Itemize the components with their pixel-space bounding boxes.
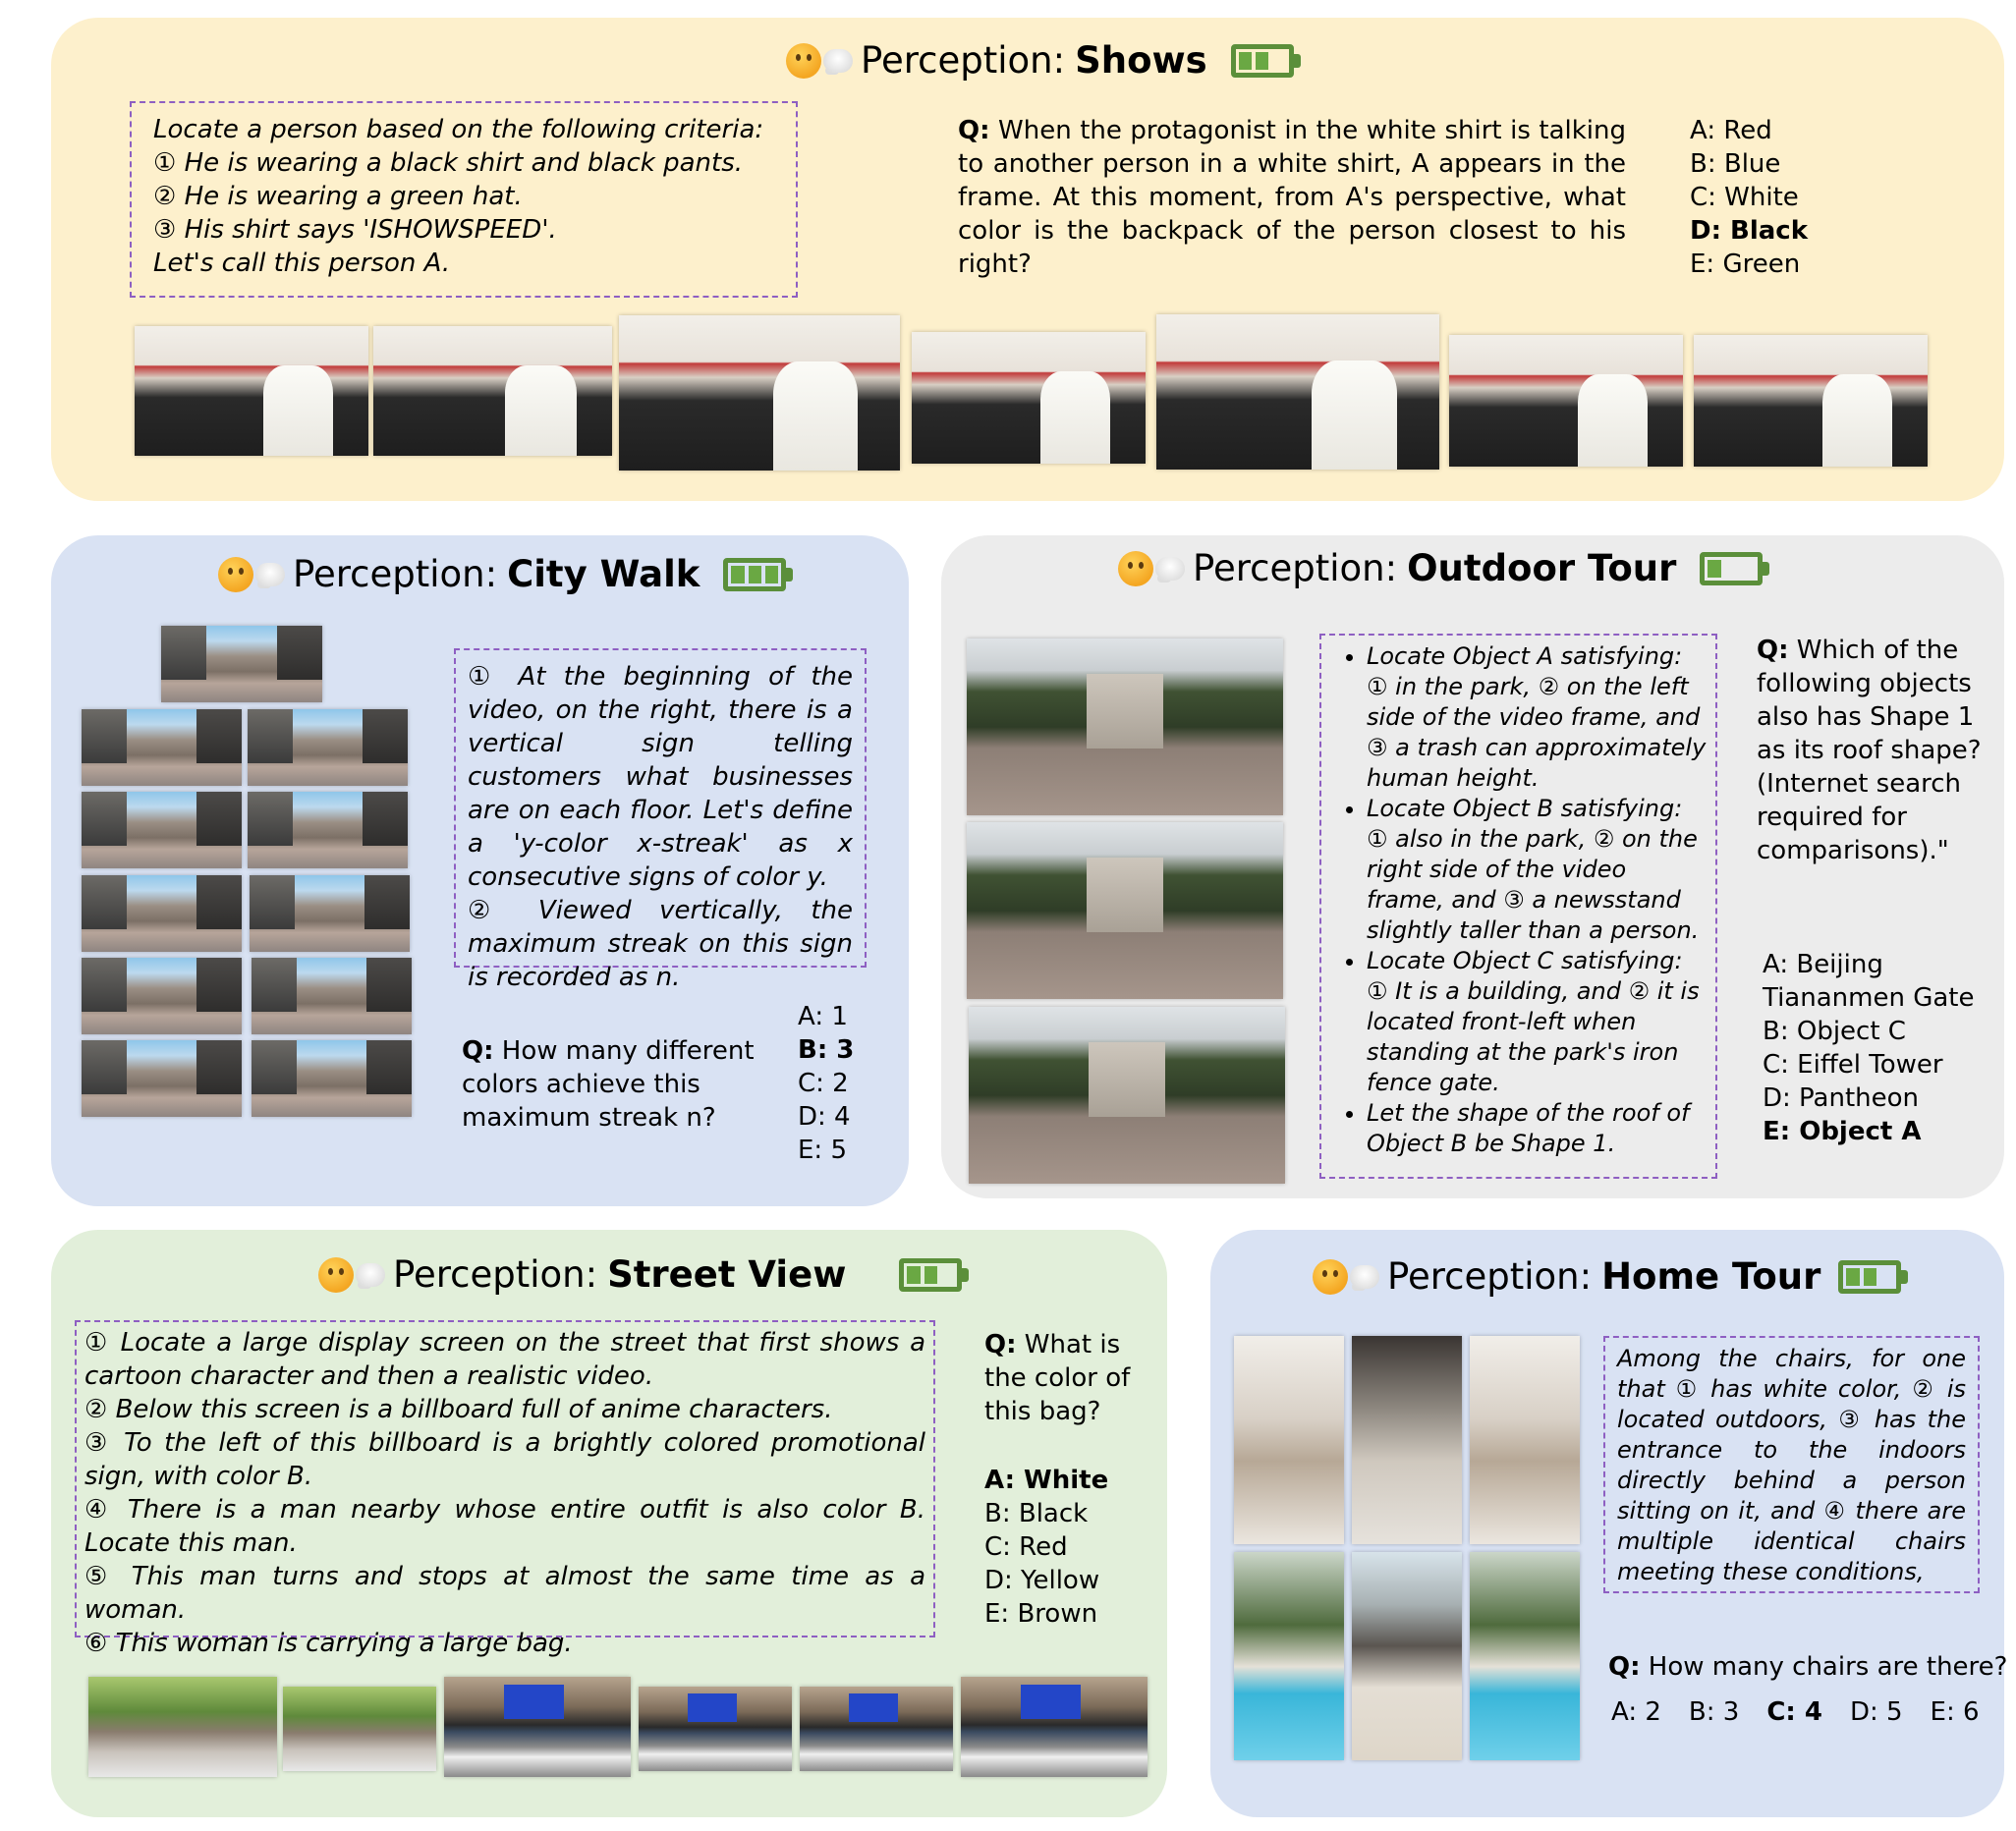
option-c-correct: C: 4	[1766, 1697, 1822, 1727]
context-box	[454, 648, 867, 992]
context-line: ① At the beginning of the video, on the right, there is a vertical sign telling customers what businesses are on each floor. Let's define a 'y-color x-streak' as x consecutive signs of color y.	[468, 662, 853, 892]
option-c: C: White	[1690, 183, 1799, 212]
context-line: ① Locate a large display screen on the street that first shows a cartoon character and then a realistic video.	[84, 1328, 925, 1391]
thought-bubble-icon	[823, 49, 853, 73]
battery-icon	[723, 558, 793, 591]
option-b: B: 3	[1688, 1697, 1740, 1727]
battery-icon	[1231, 44, 1301, 78]
thought-bubble-icon	[356, 1263, 385, 1287]
context-line: Among the chairs, for one that ① has white color, ② is located outdoors, ③ has the entrance to the indoors directly behind a person sitting on it, and ④ there are multiple identical chairs meeting these conditions,	[1617, 1345, 1966, 1585]
category-name: Home Tour	[1601, 1255, 1821, 1298]
option-d: D: 5	[1849, 1697, 1903, 1727]
question-text: When the protagonist in the white shirt is talking to another person in a white shirt, A appears in the frame. At this moment, from A's perspective, what color is the backpack of the person closest to his right?	[958, 116, 1627, 279]
thinking-face-icon	[218, 557, 285, 592]
title-prefix: Perception:	[293, 553, 498, 595]
context-line: ⑥ This woman is carrying a large bag.	[84, 1629, 573, 1658]
question-label: Q:	[958, 116, 990, 145]
option-a: A: 1	[798, 1002, 848, 1031]
video-frame	[619, 315, 900, 471]
thought-bubble-icon	[255, 563, 285, 586]
video-frame	[161, 626, 322, 702]
context-item: • Locate Object C satisfying: ① It is a building, and ② it is located front-left when standing at the park's iron fence gate.	[1367, 946, 1708, 1098]
question-text: How many different colors achieve this maximum streak n?	[462, 1036, 755, 1133]
title-prefix: Perception:	[393, 1253, 598, 1296]
option-b: B: Black	[984, 1499, 1089, 1528]
panel-city-walk	[51, 535, 909, 1206]
video-frame	[82, 792, 242, 868]
option-e-correct: E: Object A	[1763, 1117, 1922, 1146]
video-frame	[912, 332, 1146, 464]
context-box	[1603, 1336, 1980, 1593]
panel-title	[1118, 547, 1769, 589]
context-item: • Locate Object A satisfying: ① in the park, ② on the left side of the video frame, and ③ a trash can approximately human height.	[1367, 641, 1708, 794]
question-label: Q:	[984, 1330, 1017, 1359]
video-frame	[969, 1007, 1285, 1184]
option-e: E: 5	[798, 1136, 847, 1165]
video-frame	[248, 792, 408, 868]
video-frame	[961, 1677, 1148, 1777]
option-e: E: 6	[1930, 1697, 1980, 1727]
option-e: E: Green	[1690, 250, 1801, 279]
video-frame	[82, 958, 242, 1034]
option-a-correct: A: White	[984, 1466, 1109, 1495]
video-frame	[250, 875, 410, 952]
video-frame	[800, 1687, 953, 1771]
video-frame	[1234, 1336, 1344, 1544]
category-name: Street View	[607, 1253, 847, 1296]
category-name: Outdoor Tour	[1407, 547, 1677, 589]
context-line: ① He is wearing a black shirt and black pants.	[153, 148, 744, 178]
option-b: B: Object C	[1763, 1017, 1906, 1046]
battery-icon	[899, 1258, 969, 1292]
video-frame	[1352, 1336, 1462, 1544]
question	[1757, 634, 1983, 867]
option-c: C: 2	[798, 1069, 849, 1098]
video-frame	[639, 1687, 792, 1771]
thinking-face-icon	[786, 43, 853, 79]
thought-bubble-icon	[1350, 1265, 1379, 1289]
video-frame	[444, 1677, 631, 1777]
panel-outdoor-tour	[941, 535, 2004, 1198]
video-frame	[252, 958, 412, 1034]
context-line: ② He is wearing a green hat.	[153, 182, 523, 211]
battery-icon	[1700, 552, 1769, 585]
context-box	[130, 101, 798, 298]
video-frame	[1694, 335, 1928, 467]
video-frame	[82, 709, 242, 786]
question-text: What is the color of this bag?	[984, 1330, 1131, 1426]
option-c: C: Red	[984, 1532, 1068, 1562]
video-frame	[373, 326, 612, 456]
battery-icon	[1838, 1260, 1908, 1294]
panel-shows	[51, 18, 2004, 501]
question	[462, 1034, 756, 1135]
panel-street-view	[51, 1230, 1167, 1817]
question	[958, 114, 1626, 281]
title-prefix: Perception:	[1193, 547, 1398, 589]
answer-options	[1690, 114, 1808, 281]
video-frame	[967, 822, 1283, 999]
answer-options	[798, 1000, 854, 1167]
context-line: ④ There is a man nearby whose entire outfit is also color B. Locate this man.	[84, 1495, 925, 1558]
panel-title	[1313, 1255, 1908, 1298]
video-frame	[88, 1677, 277, 1777]
option-c: C: Eiffel Tower	[1763, 1050, 1943, 1080]
context-line: ⑤ This man turns and stops at almost the same time as a woman.	[84, 1562, 925, 1625]
option-a: A: Red	[1690, 116, 1772, 145]
context-line: ② Below this screen is a billboard full of anime characters.	[84, 1395, 833, 1424]
video-frame	[135, 326, 368, 456]
video-frame	[1156, 314, 1439, 470]
panel-title	[318, 1253, 969, 1296]
option-d: D: 4	[798, 1102, 851, 1132]
context-item: • Locate Object B satisfying: ① also in the park, ② on the right side of the video frame, and ③ a newsstand slightly taller than a person.	[1367, 794, 1708, 946]
context-line: Let's call this person A.	[153, 249, 451, 278]
context-box	[1319, 634, 1717, 1179]
context-line: ② Viewed vertically, the maximum streak on this sign is recorded as n.	[468, 896, 853, 992]
question-text: Which of the following objects also has Shape 1 as its roof shape? (Internet search required for comparisons)."	[1757, 636, 1982, 865]
question-label: Q:	[462, 1036, 494, 1066]
answer-options	[1763, 948, 1988, 1148]
panel-title	[218, 553, 793, 595]
option-d: D: Yellow	[984, 1566, 1100, 1595]
video-frame	[1234, 1552, 1344, 1760]
title-prefix: Perception:	[861, 39, 1066, 82]
video-frame	[248, 709, 408, 786]
option-b-correct: B: 3	[798, 1035, 855, 1065]
option-e: E: Brown	[984, 1599, 1098, 1629]
context-item: • Let the shape of the roof of Object B be Shape 1.	[1367, 1098, 1708, 1159]
thinking-face-icon	[318, 1257, 385, 1293]
category-name: Shows	[1075, 39, 1207, 82]
question	[984, 1328, 1147, 1428]
video-frame	[82, 875, 242, 952]
option-a: A: Beijing Tiananmen Gate	[1763, 950, 1975, 1013]
category-name: City Walk	[507, 553, 700, 595]
context-line: ③ To the left of this billboard is a brightly colored promotional sign, with color B.	[84, 1428, 925, 1491]
video-frame	[1449, 335, 1683, 467]
video-frame	[82, 1040, 242, 1117]
option-b: B: Blue	[1690, 149, 1781, 179]
option-d-correct: D: Black	[1690, 216, 1809, 246]
question-label: Q:	[1608, 1652, 1641, 1682]
thinking-face-icon	[1118, 551, 1185, 586]
thought-bubble-icon	[1155, 557, 1185, 581]
answer-options	[984, 1464, 1108, 1631]
video-frame	[252, 1040, 412, 1117]
video-frame	[1470, 1552, 1580, 1760]
answer-options	[1611, 1695, 1980, 1729]
panel-home-tour	[1210, 1230, 2008, 1817]
video-frame	[967, 638, 1283, 815]
question-label: Q:	[1757, 636, 1789, 665]
video-frame	[1470, 1336, 1580, 1544]
video-frame	[1352, 1552, 1462, 1760]
option-d: D: Pantheon	[1763, 1083, 1920, 1113]
context-line: Locate a person based on the following criteria:	[153, 115, 764, 144]
title-prefix: Perception:	[1387, 1255, 1593, 1298]
option-a: A: 2	[1611, 1697, 1661, 1727]
video-frame	[283, 1687, 436, 1771]
question-text: How many chairs are there?	[1648, 1652, 2008, 1682]
context-box	[75, 1320, 935, 1658]
question	[1608, 1650, 2007, 1684]
panel-title	[786, 39, 1301, 82]
context-line: ③ His shirt says 'ISHOWSPEED'.	[153, 215, 557, 245]
thinking-face-icon	[1313, 1259, 1379, 1295]
